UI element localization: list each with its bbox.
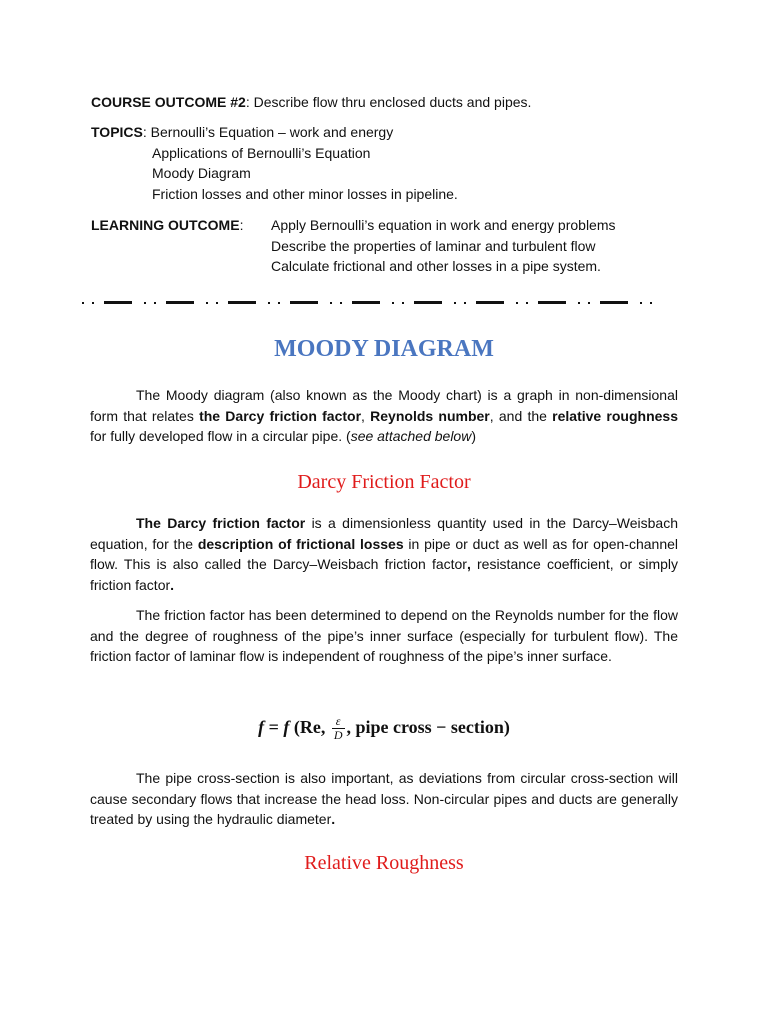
learning-outcome-item: Calculate frictional and other losses in a pipe system. — [271, 258, 601, 274]
text-run: , — [466, 556, 471, 572]
learning-outcome-item: Apply Bernoulli’s equation in work and energy problems — [271, 217, 616, 233]
topics-first-item: : Bernoulli’s Equation – work and energy — [142, 124, 394, 140]
topic-item: Applications of Bernoulli’s Equation — [152, 145, 371, 161]
dash-dot-divider — [82, 295, 674, 307]
friction-factor-equation — [0, 708, 768, 746]
equation-equals: = — [264, 717, 284, 737]
text-run: The pipe cross-section is also important, as deviations from circular cross-section will cause secondary flows that increase the head loss. Non-circular pipes and ducts are generally treated by using the hydraulic diameter — [90, 770, 678, 827]
topics-label: TOPICS — [91, 124, 143, 140]
fraction-numerator: ε — [332, 715, 345, 729]
see-attached-note: see attached below — [350, 428, 472, 444]
text-run: in pipe or duct as well as for open-channel flow. This is also called the Darcy–Weisbach friction factor — [90, 535, 679, 572]
relative-roughness-heading: Relative Roughness — [304, 852, 464, 874]
learning-outcome-label: LEARNING OUTCOME — [91, 217, 240, 233]
topics-line — [91, 123, 393, 141]
text-run: ) — [471, 428, 476, 444]
topic-item: Moody Diagram — [152, 165, 251, 181]
equation-text: (Re, — [289, 717, 330, 737]
term-darcy-friction-factor: the Darcy friction factor — [199, 407, 362, 424]
course-outcome-label: COURSE OUTCOME #2 — [91, 94, 246, 110]
darcy-definition-paragraph — [90, 513, 678, 595]
text-run: The Moody diagram (also known as the Moody chart) is a graph in non-dimensional form that relates — [90, 387, 678, 424]
term-darcy-friction-factor: The Darcy friction factor — [136, 515, 306, 531]
equation-text: , pipe cross − section) — [346, 717, 510, 737]
fraction-denominator: D — [333, 728, 343, 743]
friction-dependence-paragraph: The friction factor has been determined to depend on the Reynolds number for the flow and the degree of roughness of the pipe’s inner surface (especially for turbulent flow). The friction factor of laminar flow is independent of roughness of the pipe’s inner surface. — [90, 607, 678, 664]
cross-section-paragraph — [90, 768, 678, 830]
text-run: resistance coefficient, or simply friction factor — [90, 556, 679, 593]
text-run: . — [331, 811, 336, 827]
term-reynolds-number: Reynolds number — [370, 407, 490, 424]
moody-intro-paragraph — [90, 385, 678, 447]
learning-outcome-colon: : — [239, 217, 244, 233]
text-run: for fully developed flow in a circular pipe. ( — [90, 428, 351, 444]
term-frictional-losses: description of frictional losses — [197, 535, 404, 552]
topic-item: Friction losses and other minor losses in pipeline. — [152, 186, 458, 202]
moody-diagram-title: MOODY DIAGRAM — [274, 336, 494, 362]
equation-symbol: f — [258, 717, 265, 737]
text-run: , — [361, 407, 371, 424]
darcy-friction-factor-heading: Darcy Friction Factor — [297, 471, 471, 493]
roughness-fraction — [332, 715, 345, 742]
text-run: is a dimensionless quantity used in the Darcy–Weisbach equation, for the — [90, 515, 678, 552]
learning-outcome-label-line — [91, 216, 243, 234]
term-relative-roughness: relative roughness — [552, 407, 678, 424]
text-run: . — [170, 576, 175, 593]
course-outcome-text: : Describe flow thru enclosed ducts and pipes. — [245, 94, 532, 110]
text-run: , and the — [489, 407, 553, 424]
course-outcome-line — [91, 93, 531, 111]
learning-outcome-item: Describe the properties of laminar and turbulent flow — [271, 238, 596, 254]
equation-symbol: f — [283, 717, 290, 737]
